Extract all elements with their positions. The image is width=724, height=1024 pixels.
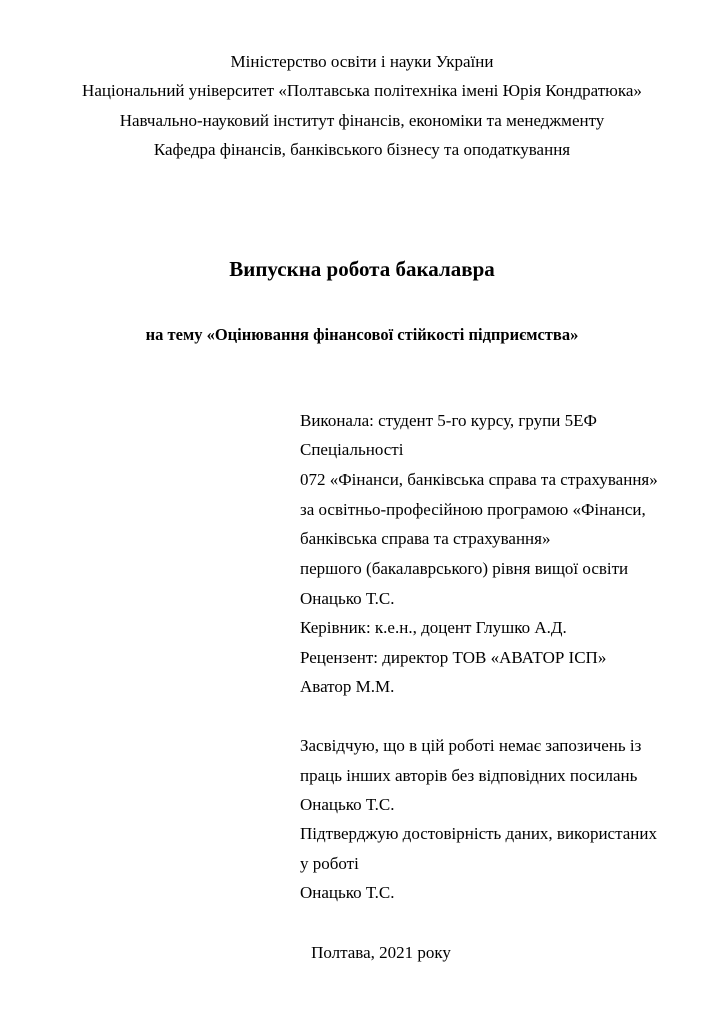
author-line: Спеціальності [300, 440, 404, 459]
author-line: Аватор М.М. [300, 677, 395, 696]
ministry-line: Міністерство освіти і науки України [230, 52, 494, 71]
author-line: Керівник: к.е.н., доцент Глушко А.Д. [300, 618, 567, 637]
institute-line: Навчально-науковий інститут фінансів, економіки та менеджменту [119, 111, 605, 130]
certification-line: Підтверджую достовірність даних, використаних [300, 824, 657, 843]
author-line: Онацько Т.С. [300, 589, 395, 608]
certification-line: Онацько Т.С. [300, 795, 395, 814]
certification-line: у роботі [300, 854, 359, 873]
place-and-year: Полтава, 2021 року [311, 943, 451, 962]
author-line: першого (бакалаврського) рівня вищої освіти [300, 559, 629, 578]
thesis-topic: на тему «Оцінювання фінансової стійкості підприємства» [145, 325, 579, 344]
author-line: Виконала: студент 5-го курсу, групи 5ЕФ [300, 411, 597, 430]
department-line: Кафедра фінансів, банківського бізнесу та оподаткування [153, 140, 571, 159]
certification-line: праць інших авторів без відповідних посилань [300, 766, 638, 785]
document-title: Випускна робота бакалавра [229, 257, 495, 281]
university-line: Національний університет «Полтавська політехніка імені Юрія Кондратюка» [82, 81, 642, 100]
certification-line: Онацько Т.С. [300, 883, 395, 902]
author-line: 072 «Фінанси, банківська справа та страхування» [300, 470, 658, 489]
author-line: Рецензент: директор ТОВ «АВАТОР ІСП» [300, 648, 607, 667]
author-line: за освітньо-професійною програмою «Фінанси, [300, 500, 646, 519]
author-line: банківська справа та страхування» [300, 529, 551, 548]
certification-line: Засвідчую, що в цій роботі немає запозичень із [300, 736, 642, 755]
